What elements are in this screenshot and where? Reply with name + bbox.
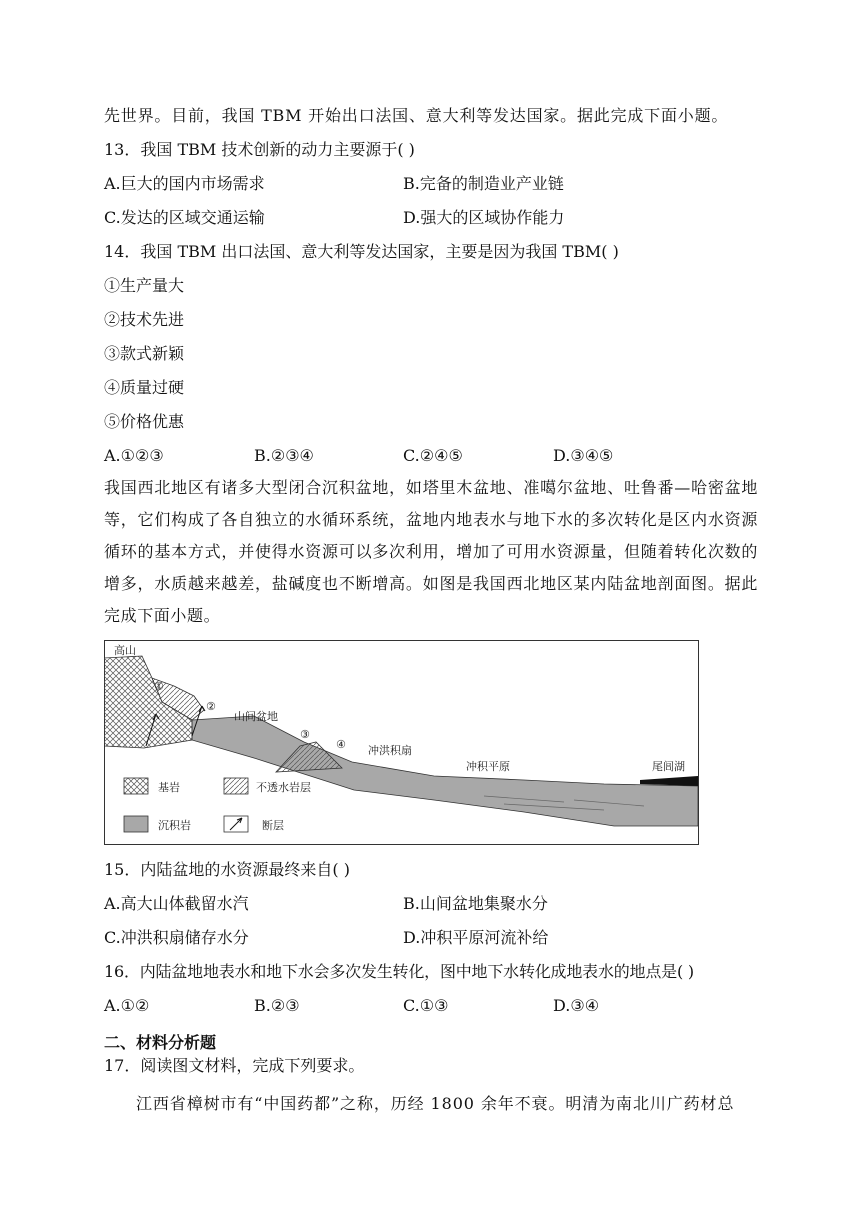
marker-4: ④: [336, 738, 346, 751]
q15-option-c: C.冲洪积扇储存水分: [104, 928, 249, 947]
label-basin: 山间盆地: [234, 710, 278, 723]
question-14-stem: 14．我国 TBM 出口法国、意大利等发达国家，主要是因为我国 TBM( ): [104, 242, 619, 261]
question-13-stem: 13．我国 TBM 技术创新的动力主要源于( ): [104, 140, 415, 159]
label-high-mountain: 高山: [114, 644, 136, 657]
legend-impermeable-label: 不透水岩层: [256, 781, 311, 794]
terminal-lake: [640, 776, 698, 786]
q14-item-5: ⑤价格优惠: [104, 412, 185, 431]
basin-cross-section-figure: [104, 640, 700, 846]
q16-option-d: D.③④: [553, 996, 600, 1015]
legend-bedrock-label: 基岩: [158, 781, 180, 794]
question-15-stem: 15．内陆盆地的水资源最终来自( ): [104, 860, 350, 879]
legend-sediment-label: 沉积岩: [158, 819, 191, 832]
passage-2: 我国西北地区有诸多大型闭合沉积盆地，如塔里木盆地、准噶尔盆地、吐鲁番—哈密盆地等，它们构成了各自独立的水循环系统，盆地内地表水与地下水的多次转化是区内水资源循环的基本方式，并使得水资源可以多次利用，增加了可用水资源量，但随着转化次数的增多，水质越来越差，盐碱度也不断增高。如图是我国西北地区某内陆盆地剖面图。据此完成下面小题。: [104, 478, 758, 625]
legend-impermeable-swatch: [224, 778, 248, 794]
q14-item-4: ④质量过硬: [104, 378, 185, 397]
section-heading: 二、材料分析题: [104, 1033, 217, 1052]
q15-option-b: B.山间盆地集聚水分: [403, 894, 548, 913]
legend-bedrock-swatch: [124, 778, 148, 794]
marker-2: ②: [206, 700, 216, 713]
q13-option-a: A.巨大的国内市场需求: [104, 174, 265, 193]
legend-sediment-swatch: [124, 816, 148, 832]
question-17-stem: 17．阅读图文材料，完成下列要求。: [104, 1056, 365, 1075]
q13-option-c: C.发达的区域交通运输: [104, 208, 265, 227]
q14-option-c: C.②④⑤: [403, 446, 463, 465]
q14-item-2: ②技术先进: [104, 310, 185, 329]
marker-1: ①: [154, 680, 164, 693]
passage-tail: 先世界。目前，我国 TBM 开始出口法国、意大利等发达国家。据此完成下面小题。: [104, 106, 729, 125]
q16-option-a: A.①②: [104, 996, 150, 1015]
label-plain: 冲积平原: [466, 760, 510, 773]
q13-option-d: D.强大的区域协作能力: [403, 208, 565, 227]
q16-option-c: C.①③: [403, 996, 449, 1015]
marker-3: ③: [300, 728, 310, 741]
label-lake: 尾闾湖: [652, 760, 685, 773]
question-16-stem: 16．内陆盆地地表水和地下水会多次发生转化，图中地下水转化成地表水的地点是( ): [104, 962, 694, 981]
q14-option-a: A.①②③: [104, 446, 164, 465]
q16-option-b: B.②③: [254, 996, 300, 1015]
q13-option-b: B.完备的制造业产业链: [403, 174, 564, 193]
q14-option-d: D.③④⑤: [553, 446, 614, 465]
q15-option-d: D.冲积平原河流补给: [403, 928, 549, 947]
q14-item-1: ①生产量大: [104, 276, 185, 295]
q14-item-3: ③款式新颖: [104, 344, 185, 363]
question-17-text: 江西省樟树市有“中国药都”之称，历经 1800 余年不衰。明清为南北川广药材总: [136, 1094, 735, 1113]
q14-option-b: B.②③④: [254, 446, 314, 465]
label-fan: 冲洪积扇: [368, 744, 412, 757]
sediment-layer: [192, 716, 698, 826]
legend-fault-label: 断层: [262, 819, 284, 832]
q15-option-a: A.高大山体截留水汽: [104, 894, 249, 913]
